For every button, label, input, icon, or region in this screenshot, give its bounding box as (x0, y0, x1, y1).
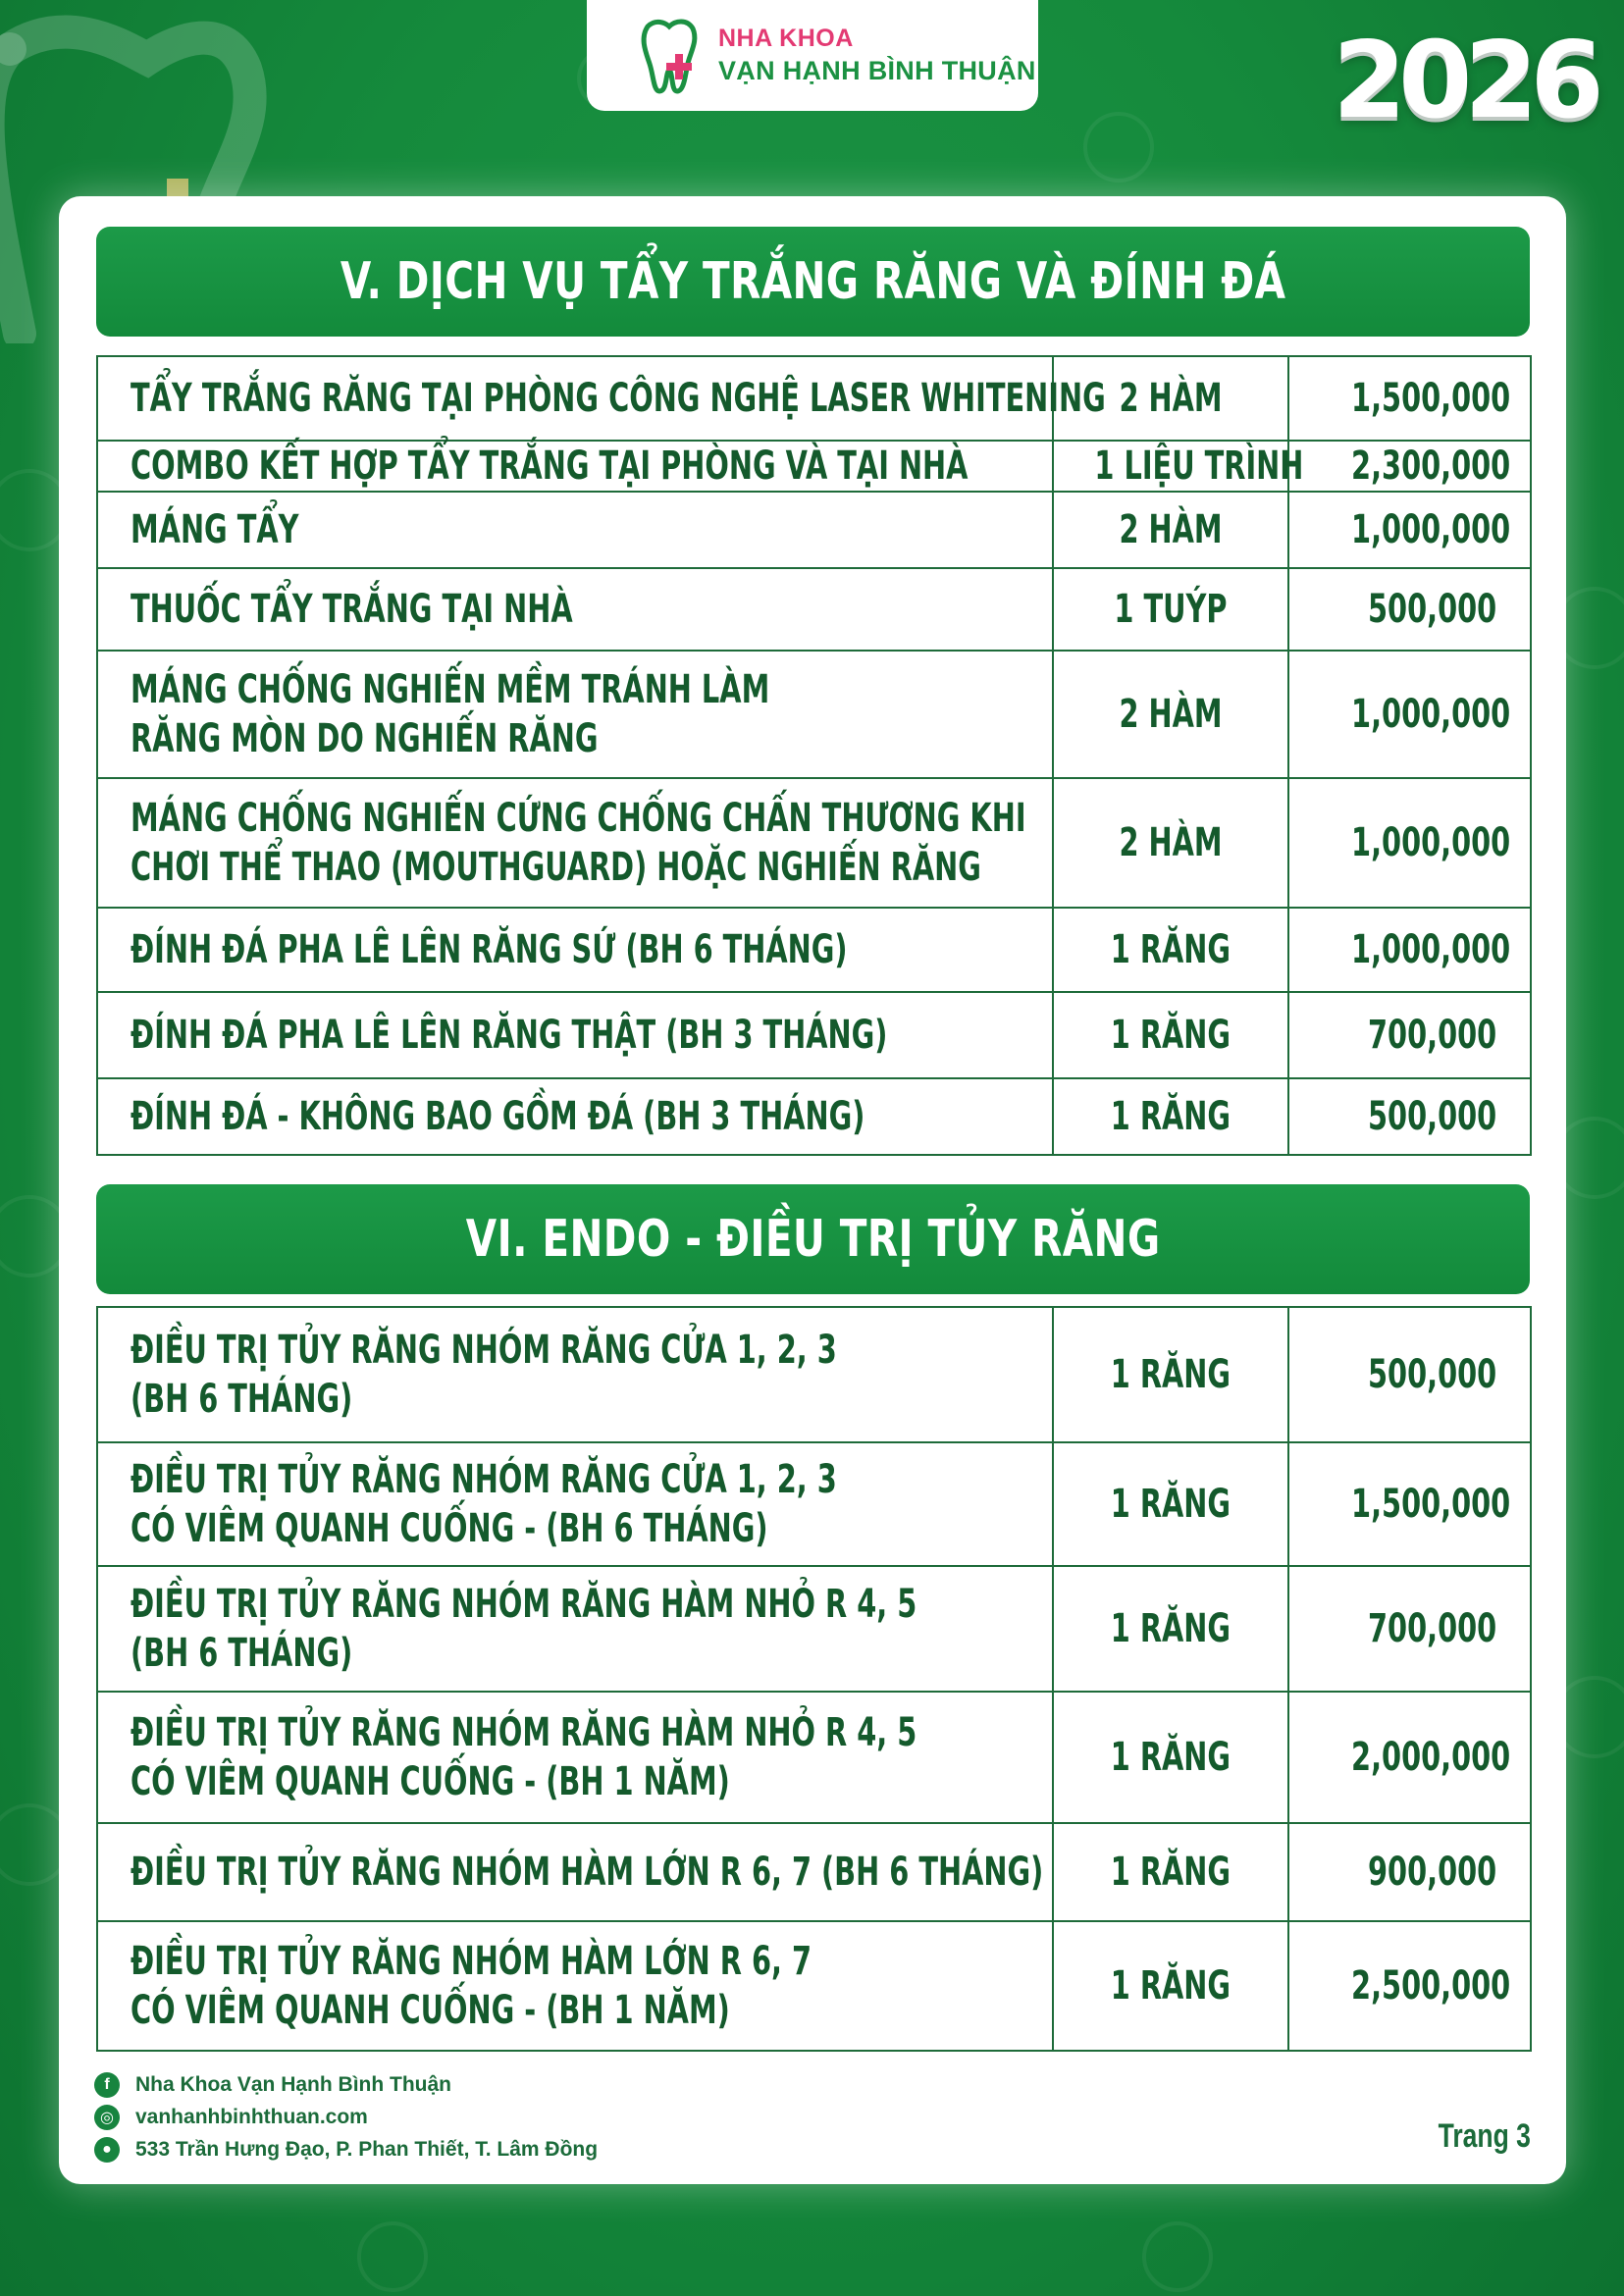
tooth-cross-icon (634, 15, 705, 97)
price-cell: 700,000 (1288, 1566, 1531, 1692)
unit-cell: 1 RĂNG (1053, 1442, 1288, 1566)
service-name-line: THUỐC TẨY TRẮNG TẠI NHÀ (131, 587, 573, 632)
unit-cell: 1 RĂNG (1053, 1823, 1288, 1921)
table-row (97, 1566, 1531, 1692)
table-row (97, 908, 1531, 992)
website-link[interactable]: vanhanhbinhthuan.com (135, 2105, 368, 2128)
section-5-table (96, 355, 1532, 1156)
price-cell: 900,000 (1288, 1823, 1531, 1921)
service-name-cell (97, 1307, 1053, 1442)
service-name-line: CÓ VIÊM QUANH CUỐNG - (BH 6 THÁNG) (131, 1506, 768, 1551)
table-row (97, 568, 1531, 651)
table-row (97, 1307, 1531, 1442)
service-name-cell (97, 1566, 1053, 1692)
service-name-line: ĐÍNH ĐÁ PHA LÊ LÊN RĂNG THẬT (BH 3 THÁNG) (131, 1013, 888, 1058)
service-name-line: ĐIỀU TRỊ TỦY RĂNG NHÓM RĂNG CỬA 1, 2, 3 (131, 1457, 837, 1502)
unit-cell: 1 RĂNG (1053, 1921, 1288, 2051)
section-6-title: VI. ENDO - ĐIỀU TRỊ TỦY RĂNG (465, 1210, 1161, 1269)
service-name-line: ĐIỀU TRỊ TỦY RĂNG NHÓM RĂNG CỬA 1, 2, 3 (131, 1328, 837, 1373)
logo-line-2: VẠN HẠNH BÌNH THUẬN (718, 56, 1036, 86)
service-name-line: ĐIỀU TRỊ TỦY RĂNG NHÓM RĂNG HÀM NHỎ R 4, 5 (131, 1582, 917, 1627)
unit-cell: 2 HÀM (1053, 492, 1288, 568)
table-row (97, 778, 1531, 908)
table-row (97, 1442, 1531, 1566)
service-name-line: ĐIỀU TRỊ TỦY RĂNG NHÓM HÀM LỚN R 6, 7 (BH 6 THÁNG) (131, 1850, 1044, 1895)
facebook-link[interactable]: Nha Khoa Vạn Hạnh Bình Thuận (135, 2072, 452, 2096)
service-name-line: MÁNG CHỐNG NGHIẾN MỀM TRÁNH LÀM (131, 667, 770, 712)
price-cell: 2,500,000 (1288, 1921, 1531, 2051)
service-name-cell (97, 992, 1053, 1078)
price-cell: 1,000,000 (1288, 492, 1531, 568)
location-pin-icon: ● (94, 2137, 120, 2163)
clinic-logo (587, 0, 1038, 111)
service-name-line: CÓ VIÊM QUANH CUỐNG - (BH 1 NĂM) (131, 1759, 730, 1804)
unit-cell: 2 HÀM (1053, 356, 1288, 441)
service-name-line: CÓ VIÊM QUANH CUỐNG - (BH 1 NĂM) (131, 1988, 730, 2033)
footer-contacts (94, 2068, 598, 2166)
service-name-line: CHƠI THỂ THAO (MOUTHGUARD) HOẶC NGHIẾN RĂNG (131, 845, 981, 890)
price-cell: 700,000 (1288, 992, 1531, 1078)
service-name-cell (97, 568, 1053, 651)
service-name-line: (BH 6 THÁNG) (131, 1631, 353, 1676)
service-name-line: COMBO KẾT HỢP TẨY TRẮNG TẠI PHÒNG VÀ TẠI NHÀ (131, 444, 969, 489)
price-cell: 500,000 (1288, 568, 1531, 651)
service-name-line: ĐIỀU TRỊ TỦY RĂNG NHÓM RĂNG HÀM NHỎ R 4, 5 (131, 1710, 917, 1755)
unit-cell: 2 HÀM (1053, 778, 1288, 908)
service-name-cell (97, 492, 1053, 568)
service-name-cell (97, 1921, 1053, 2051)
section-5-header (96, 227, 1530, 337)
footer-address (94, 2133, 598, 2166)
service-name-cell (97, 356, 1106, 441)
footer-website (94, 2101, 598, 2133)
section-5-title: V. DỊCH VỤ TẨY TRẮNG RĂNG VÀ ĐÍNH ĐÁ (340, 252, 1286, 311)
unit-cell: 1 RĂNG (1053, 1566, 1288, 1692)
table-row (97, 1921, 1531, 2051)
service-name-line: TẨY TRẮNG RĂNG TẠI PHÒNG CÔNG NGHỆ LASER WHITENING (131, 376, 1106, 421)
table-row (97, 651, 1531, 778)
price-cell: 500,000 (1288, 1307, 1531, 1442)
facebook-icon: f (94, 2072, 120, 2098)
service-name-cell (97, 908, 1053, 992)
price-cell: 1,000,000 (1288, 651, 1531, 778)
globe-icon: ◎ (94, 2105, 120, 2130)
footer-facebook (94, 2068, 598, 2101)
price-cell: 2,000,000 (1288, 1692, 1531, 1823)
unit-cell: 1 RĂNG (1053, 1307, 1288, 1442)
price-cell: 1,500,000 (1288, 356, 1531, 441)
price-cell: 2,300,000 (1288, 441, 1531, 492)
service-name-cell (97, 441, 1053, 492)
unit-cell: 1 RĂNG (1053, 908, 1288, 992)
unit-cell: 1 RĂNG (1053, 1692, 1288, 1823)
price-cell: 1,000,000 (1288, 778, 1531, 908)
table-row (97, 1823, 1531, 1921)
service-name-cell (97, 1692, 1053, 1823)
service-name-cell (97, 651, 1053, 778)
logo-line-1: NHA KHOA (718, 25, 854, 53)
price-cell: 1,000,000 (1288, 908, 1531, 992)
section-6-header (96, 1184, 1530, 1294)
unit-cell: 1 RĂNG (1053, 1078, 1288, 1155)
unit-cell: 1 LIỆU TRÌNH (1053, 441, 1288, 492)
service-name-line: ĐÍNH ĐÁ - KHÔNG BAO GỒM ĐÁ (BH 3 THÁNG) (131, 1094, 865, 1139)
service-name-cell (97, 1078, 1053, 1155)
service-name-cell (97, 1823, 1053, 1921)
service-name-cell (97, 1442, 1053, 1566)
price-cell: 500,000 (1288, 1078, 1531, 1155)
service-name-line: MÁNG CHỐNG NGHIẾN CỨNG CHỐNG CHẤN THƯƠNG KHI (131, 796, 1026, 841)
unit-cell: 1 TUÝP (1053, 568, 1288, 651)
service-name-line: ĐIỀU TRỊ TỦY RĂNG NHÓM HÀM LỚN R 6, 7 (131, 1939, 812, 1984)
page-number: Trang 3 (1438, 2117, 1531, 2155)
address-text: 533 Trần Hưng Đạo, P. Phan Thiết, T. Lâm Đồng (135, 2137, 599, 2161)
unit-cell: 2 HÀM (1053, 651, 1288, 778)
table-row (97, 1692, 1531, 1823)
unit-cell: 1 RĂNG (1053, 992, 1288, 1078)
table-row (97, 356, 1531, 441)
table-row (97, 1078, 1531, 1155)
service-name-line: ĐÍNH ĐÁ PHA LÊ LÊN RĂNG SỨ (BH 6 THÁNG) (131, 927, 848, 972)
year-badge: 2026 (1333, 20, 1597, 142)
table-row (97, 492, 1531, 568)
service-name-cell (97, 778, 1053, 908)
service-name-line: (BH 6 THÁNG) (131, 1377, 353, 1422)
table-row (97, 441, 1531, 492)
price-cell: 1,500,000 (1288, 1442, 1531, 1566)
service-name-line: MÁNG TẨY (131, 507, 299, 552)
section-6-table (96, 1306, 1532, 2052)
table-row (97, 992, 1531, 1078)
service-name-line: RĂNG MÒN DO NGHIẾN RĂNG (131, 716, 599, 761)
